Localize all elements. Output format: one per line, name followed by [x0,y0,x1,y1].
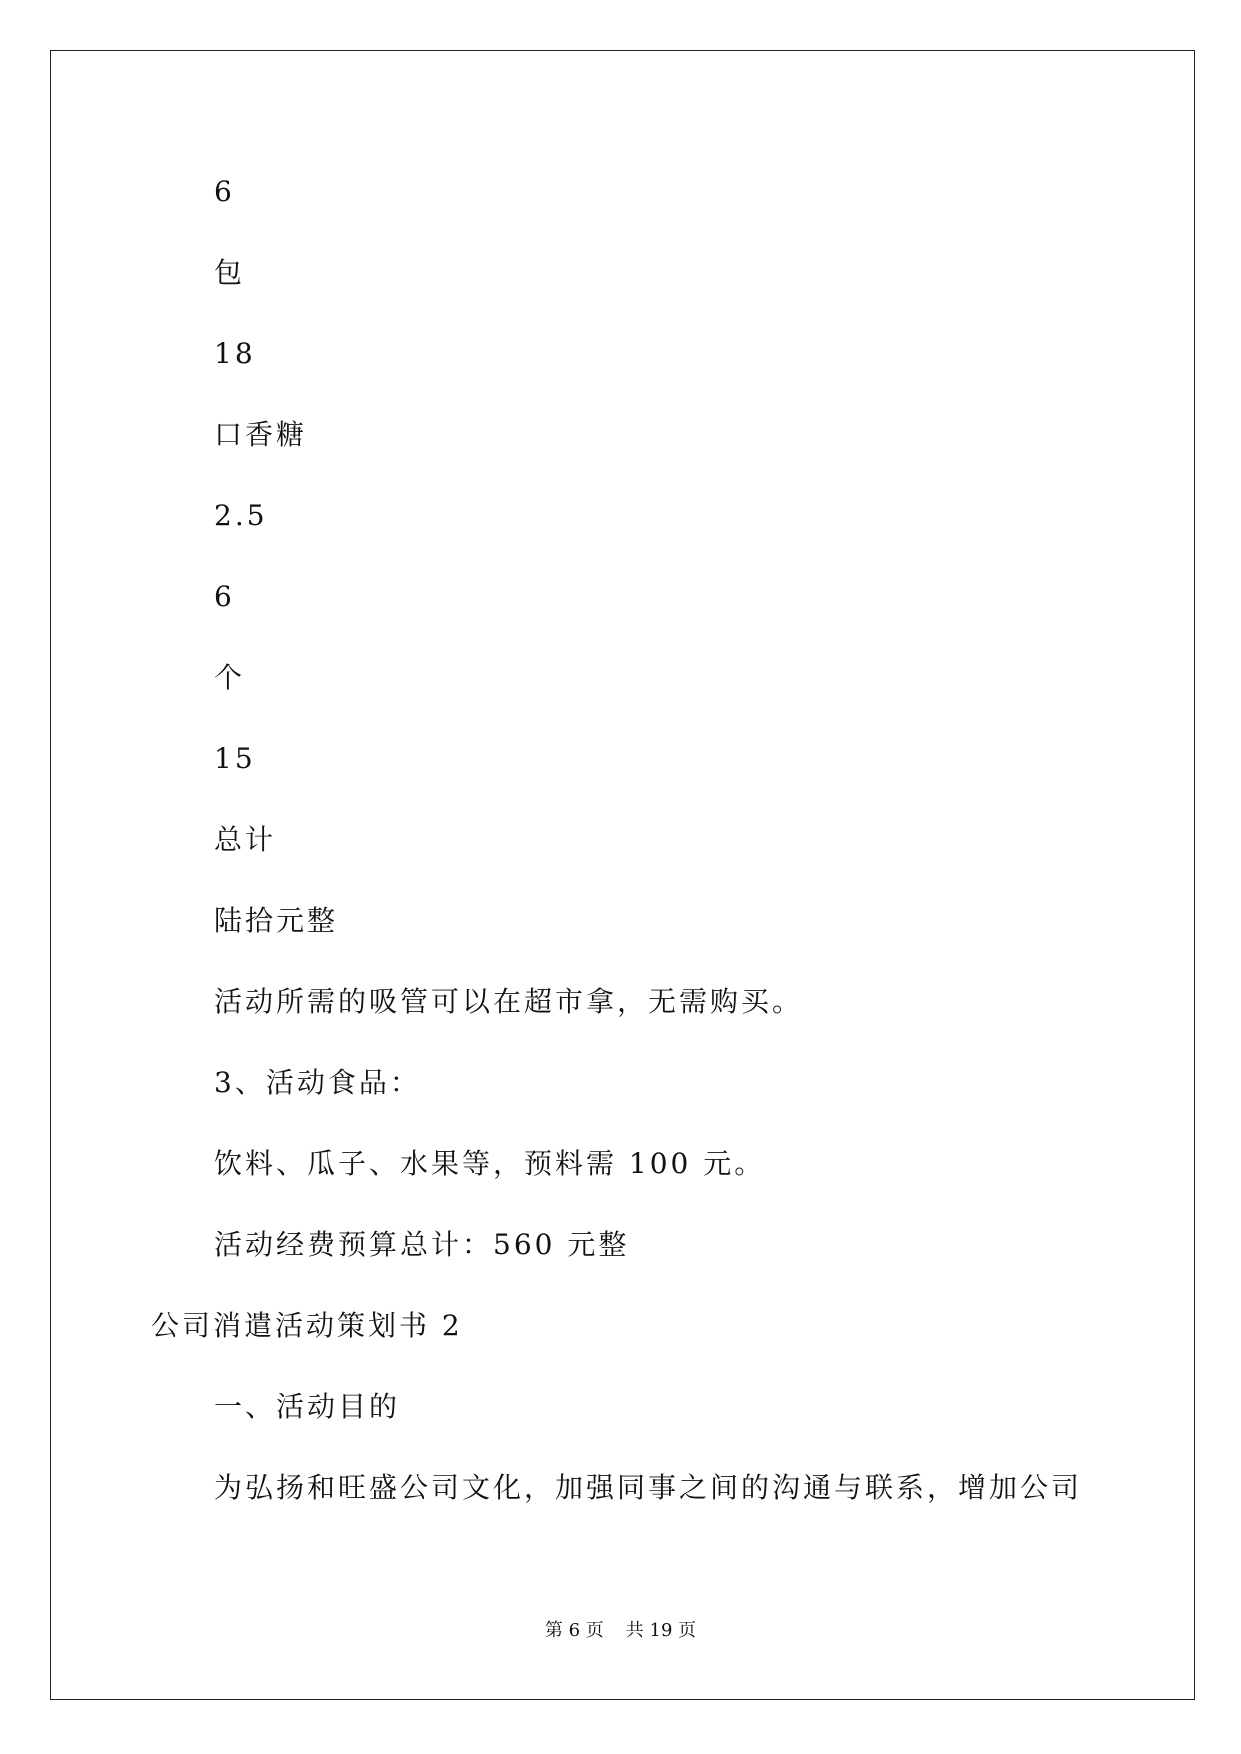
line-unit: 个 [214,661,246,694]
line-item-name: 口香糖 [214,418,308,451]
line-unit-price: 2.5 [214,499,268,532]
line-straw-note: 活动所需的吸管可以在超市拿，无需购买。 [214,985,804,1018]
line-total-amount: 陆拾元整 [214,904,339,937]
line-subtotal: 18 [214,337,256,370]
line-budget-total: 活动经费预算总计：560 元整 [214,1228,630,1261]
section-title: 公司消遣活动策划书 2 [151,1309,463,1342]
page-total: 共 19 页 [625,1620,697,1641]
line-food-heading: 3、活动食品： [214,1066,421,1099]
page-number: 第 6 页 [544,1620,604,1641]
line-quantity: 6 [214,175,235,208]
section-heading: 一、活动目的 [214,1390,401,1423]
line-food-detail: 饮料、瓜子、水果等，预料需 100 元。 [214,1147,766,1180]
line-subtotal: 15 [214,742,256,775]
line-total-label: 总计 [214,823,277,856]
page-border [50,50,1195,1700]
page-footer [0,1620,1241,1642]
paragraph-start: 为弘扬和旺盛公司文化，加强同事之间的沟通与联系，增加公司 [214,1471,1083,1504]
line-unit: 包 [214,256,246,289]
line-quantity: 6 [214,580,235,613]
